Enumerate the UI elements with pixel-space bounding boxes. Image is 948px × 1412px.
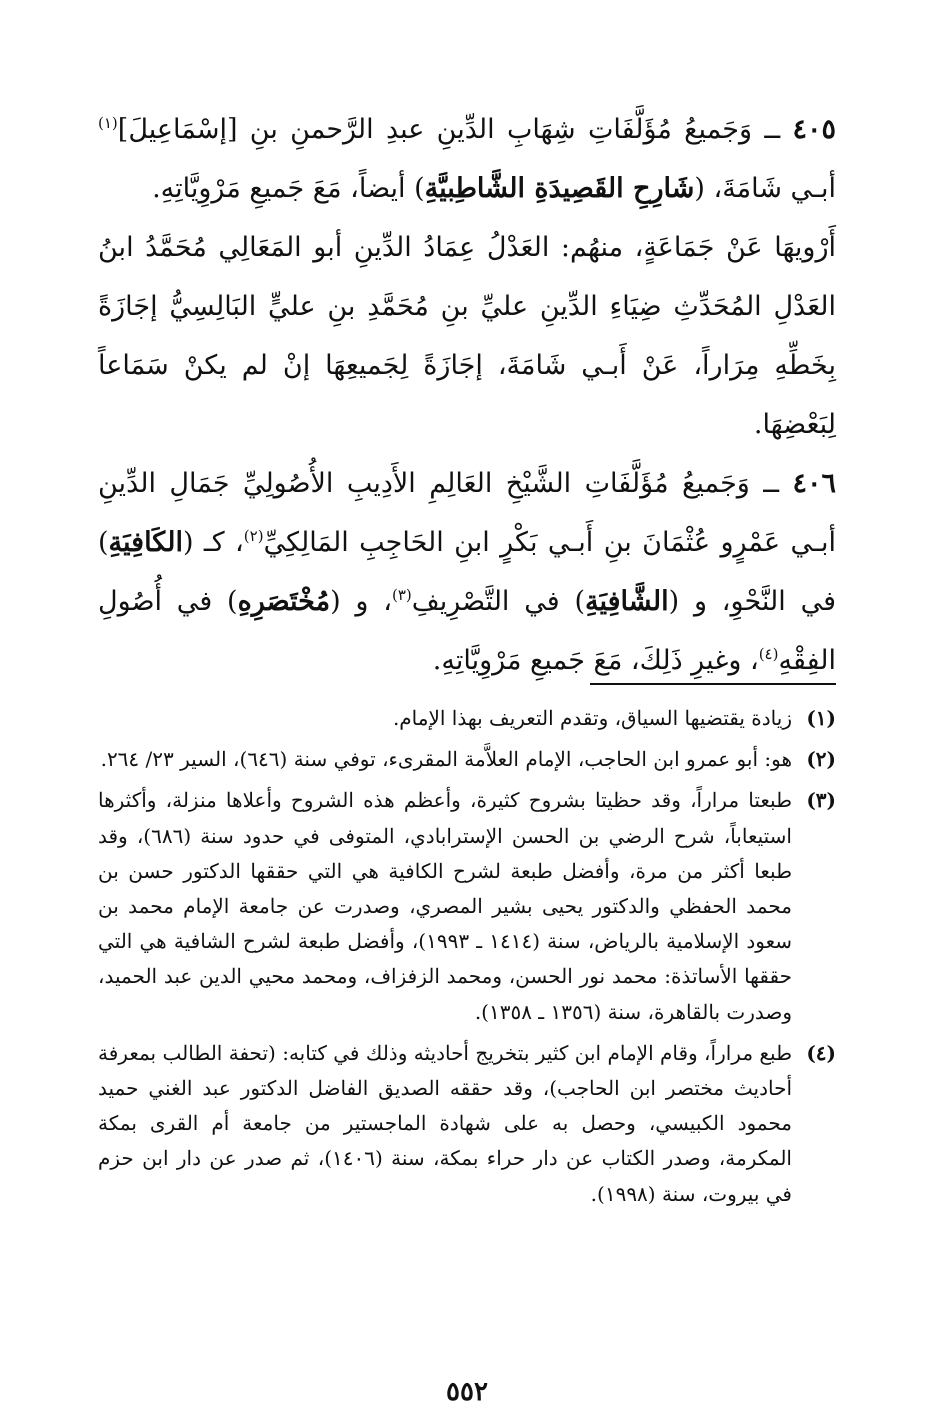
entry-text: أبـي شَامَةَ، (: [694, 173, 836, 204]
footnote-1: [98, 701, 836, 736]
footnote-text: طبع مراراً، وقام الإمام ابن كثير بتخريج أحاديثه وذلك في كتابه: (تحفة الطالب بمعرفة أحاديث مختصر ابن الحاجب)، وقد حققه الصديق الفاضل الدكتور عبد الغني حميد محمود الكبيسي، وحصل به على شهادة الماجستير من جامعة أم القرى بمكة المكرمة، وصدر الكتاب عن دار حراء بمكة، سنة (١٤٠٦)، ثم صدر عن دار ابن حزم في بيروت، سنة (١٩٩٨).: [98, 1040, 792, 1206]
chain-paragraph: [98, 218, 836, 454]
book-title: الشَّافِيَةِ: [585, 586, 669, 617]
footnote-4: [98, 1036, 836, 1212]
footnote-number: (١): [806, 706, 836, 730]
entry-405: [98, 100, 836, 218]
entry-text: ، وغيرِ ذَلِكَ، مَعَ جَميعِ مَرْوِيَّاتِهِ.: [432, 645, 759, 676]
entry-dash: ــ: [764, 114, 781, 145]
footnote-ref-3: (٣): [392, 586, 412, 604]
entry-number: ٤٠٥: [792, 114, 836, 145]
footnote-3: [98, 783, 836, 1029]
entry-text: وَجَميعُ مُؤَلَّفَاتِ الشَّيْخِ العَالِمِ الأَدِيبِ الأُصُولِيِّ جَمَالِ الدِّينِ أبـي عَمْرٍو عُثْمَانَ بنِ أَبـي بَكْرٍ ابنِ الحَاجِبِ المَالِكِيِّ: [98, 468, 836, 558]
entry-dash: ــ: [763, 468, 780, 499]
footnote-2: [98, 742, 836, 777]
footnote-text: هو: أبو عمرو ابن الحاجب، الإمام العلاَّمة المقرىء، توفي سنة (٦٤٦)، السير ٢٣/ ٢٦٤.: [100, 747, 792, 772]
footnote-ref-2: (٢): [243, 527, 264, 545]
footnotes: [98, 701, 836, 1218]
footnote-ref-1: (١): [98, 114, 118, 132]
footnote-number: (٤): [806, 1040, 836, 1065]
entry-text: ) في التَّصْرِيفِ: [411, 586, 586, 617]
footnote-separator: [590, 683, 836, 685]
main-text: [98, 100, 836, 690]
entry-text: ، و (: [330, 586, 392, 617]
footnote-text: طبعتا مراراً، وقد حظيتا بشروح كثيرة، وأعظم هذه الشروح وأعلاها منزلة، وأكثرها استيعاباً، شرح الرضي بن الحسن الإسترابادي، المتوفى في حدود سنة (٦٨٦)، وقد طبعا أكثر من مرة، وأفضل طبعة لشرح الكافية هي التي حققها الدكتور حسن بن محمد الحفظي والدكتور يحيى بشير المصري، وصدرت عن جامعة الإمام محمد بن سعود الإسلامية بالرياض، سنة (١٤١٤ ـ ١٩٩٣)، وأفضل طبعة لشرح الشافية هي التي حققها الأساتذة: محمد نور الحسن، ومحمد الزفزاف، ومحمد محيي الدين عبد الحميد، وصدرت بالقاهرة، سنة (١٣٥٦ ـ ١٣٥٨).: [98, 788, 792, 1024]
entry-text: ، كـ (: [182, 527, 244, 558]
book-title: شَارِحِ القَصِيدَةِ الشَّاطِبيَّةِ: [424, 173, 695, 204]
entry-text: ) في النَّحْوِ، و (: [98, 527, 836, 617]
entry-text: وَجَميعُ مُؤَلَّفَاتِ شِهَابِ الدِّينِ عبدِ الرَّحمنِ بنِ [إسْمَاعِيلَ]: [117, 114, 753, 145]
footnote-ref-4: (٤): [758, 645, 779, 663]
entry-text: ) أيضاً، مَعَ جَميعِ مَرْوِيَّاتِهِ.: [152, 173, 425, 204]
book-title: الكَافِيَةِ: [108, 527, 183, 558]
footnote-number: (٢): [806, 747, 836, 772]
book-title: مُخْتَصَرِهِ: [237, 586, 331, 617]
entry-number: ٤٠٦: [792, 468, 836, 499]
footnote-text: زيادة يقتضيها السياق، وتقدم التعريف بهذا الإمام.: [392, 706, 792, 730]
page-number: ٥٥٢: [446, 1377, 488, 1407]
chain-text: أَرْويهَا عَنْ جَمَاعَةٍ، منهُم: العَدْلُ عِمَادُ الدِّينِ أبو المَعَالِي مُحَمَّدُ ابنُ العَدْلِ المُحَدِّثِ ضِيَاءِ الدِّينِ عليِّ بنِ مُحَمَّدِ بنِ عليٍّ البَالِسِيُّ إجَازَةً بِخَطِّهِ مِرَاراً، عَنْ أَبـي شَامَةَ، إجَازَةً لِجَميعِهَا إنْ لم يكنْ سَمَاعاً لِبَعْضِهَا.: [98, 232, 836, 440]
book-page: [98, 100, 836, 1407]
entry-406: [98, 454, 836, 690]
footnote-number: (٣): [806, 788, 836, 813]
entry-text: ) في أُصُولِ الفِقْهِ: [98, 586, 836, 676]
